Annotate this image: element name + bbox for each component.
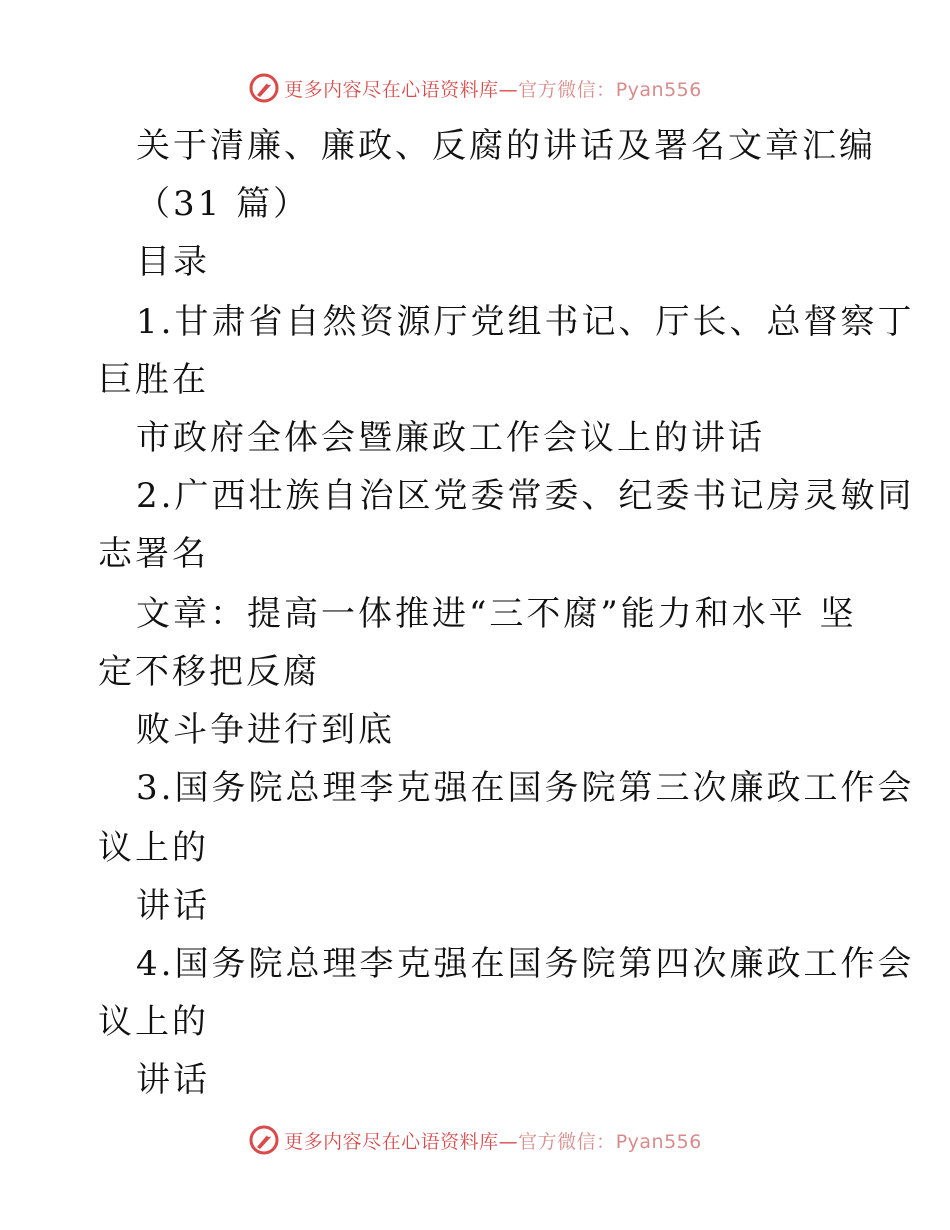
watermark-separator: — xyxy=(498,78,519,101)
watermark-wechat-label: 官方微信： xyxy=(518,78,616,101)
watermark-main-text: 更多内容尽在心语资料库 xyxy=(284,78,499,101)
toc-entry-2-line5: 败斗争进行到底 xyxy=(136,710,395,750)
watermark-text xyxy=(284,75,702,102)
watermark-wechat-label: 官方微信： xyxy=(518,1130,616,1153)
watermark-wechat-id: Pyan556 xyxy=(615,78,702,101)
watermark-main-text: 更多内容尽在心语资料库 xyxy=(284,1130,499,1153)
toc-entry-1-line1: 1.甘肃省自然资源厅党组书记、厅长、总督察丁 xyxy=(136,302,915,342)
watermark-banner-bottom xyxy=(0,1120,950,1160)
watermark-banner-top xyxy=(0,68,950,108)
toc-entry-2-line1: 2.广西壮族自治区党委常委、纪委书记房灵敏同 xyxy=(136,476,915,516)
toc-entry-2-line4: 定不移把反腐 xyxy=(98,652,320,692)
watermark-separator: — xyxy=(498,1130,519,1153)
document-title-line2: （31 篇） xyxy=(136,184,311,224)
toc-entry-4-line3: 讲话 xyxy=(136,1060,210,1100)
pen-nib-circle-icon xyxy=(248,72,280,104)
toc-entry-3-line3: 讲话 xyxy=(136,886,210,926)
pen-nib-circle-icon xyxy=(248,1124,280,1156)
toc-entry-4-line1: 4.国务院总理李克强在国务院第四次廉政工作会 xyxy=(136,944,915,984)
toc-entry-1-line3: 市政府全体会暨廉政工作会议上的讲话 xyxy=(136,418,765,458)
toc-entry-2-line3: 文章：提高一体推进“三不腐”能力和水平 坚 xyxy=(136,594,857,634)
toc-heading: 目录 xyxy=(136,242,210,282)
watermark-wechat-id: Pyan556 xyxy=(615,1130,702,1153)
toc-entry-1-line2: 巨胜在 xyxy=(98,360,209,400)
toc-entry-2-line2: 志署名 xyxy=(98,534,209,574)
toc-entry-4-line2: 议上的 xyxy=(98,1002,209,1042)
watermark-text xyxy=(284,1127,702,1154)
document-title-line1: 关于清廉、廉政、反腐的讲话及署名文章汇编 xyxy=(136,126,876,166)
toc-entry-3-line2: 议上的 xyxy=(98,828,209,868)
toc-entry-3-line1: 3.国务院总理李克强在国务院第三次廉政工作会 xyxy=(136,768,915,808)
